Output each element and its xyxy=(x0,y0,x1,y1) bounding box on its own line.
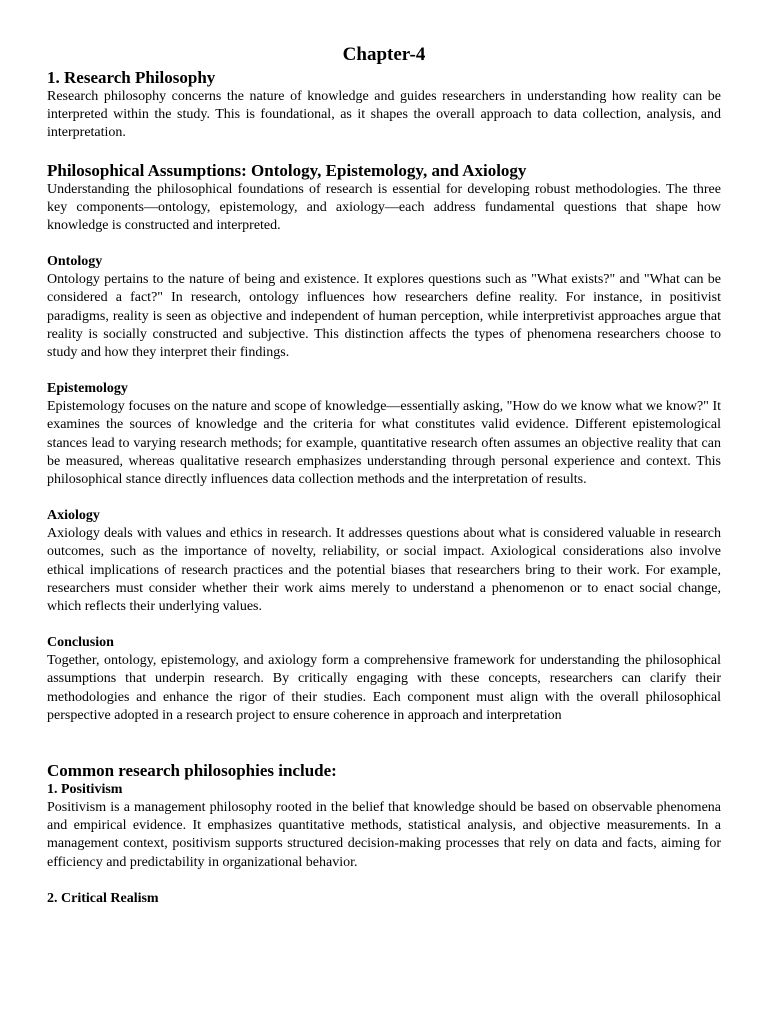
conclusion-paragraph: Together, ontology, epistemology, and axiology form a comprehensive framework for understanding the philosophical assumptions that underpin research. By critically engaging with these concepts, researchers can clarify their methodologies and enhance the rigor of their studies. Each component must align with the overall philosophical perspective adopted in a research project to ensure coherence in approach and interpretation xyxy=(47,653,721,723)
positivism-heading: 1. Positivism xyxy=(47,782,123,798)
assumptions-paragraph: Understanding the philosophical foundations of research is essential for developing robust methodologies. The three key components—ontology, epistemology, and axiology—each address fundamental questions that shape how knowledge is constructed and interpreted. xyxy=(47,181,721,234)
research-philosophy-heading: 1. Research Philosophy xyxy=(47,68,216,87)
spacer xyxy=(47,872,721,890)
axiology-paragraph: Axiology deals with values and ethics in research. It addresses questions about what is considered valuable in research outcomes, such as the importance of novelty, reliability, or social impact. Axiological considerations also involve ethical implications of research practices and the potential biases that researchers bring to their work. For example, researchers must consider whether their work aims merely to understand a phenomenon or to enact social change, which reflects their underlying values. xyxy=(47,526,721,615)
epistemology-heading: Epistemology xyxy=(47,381,128,397)
conclusion-heading: Conclusion xyxy=(47,635,114,651)
spacer xyxy=(47,489,721,507)
research-philosophy-paragraph: Research philosophy concerns the nature of knowledge and guides researchers in understanding how reality can be interpreted within the study. This is foundational, as it shapes the overall approach to data collection, analysis, and interpretation. xyxy=(47,89,721,141)
chapter-title: Chapter-4 xyxy=(342,44,426,65)
spacer xyxy=(47,143,721,161)
spacer xyxy=(47,725,721,761)
spacer xyxy=(47,362,721,380)
assumptions-heading: Philosophical Assumptions: Ontology, Epistemology, and Axiology xyxy=(47,160,527,180)
epistemology-paragraph: Epistemology focuses on the nature and scope of knowledge—essentially asking, "How do we know what we know?" It examines the sources of knowledge and the criteria for what constitutes valid evidence. Different epistemological stances lead to varying research methods; for example, quantitative research often assumes an objective reality that can be measured, whereas qualitative research emphasizes understanding through personal experience and context. This philosophical stance directly influences data collection methods and the interpretation of results. xyxy=(47,399,721,488)
axiology-heading: Axiology xyxy=(47,508,100,524)
ontology-heading: Ontology xyxy=(47,254,103,270)
spacer xyxy=(47,235,721,253)
ontology-paragraph: Ontology pertains to the nature of being and existence. It explores questions such as "What exists?" and "What can be considered a fact?" In research, ontology influences how researchers define reality. For instance, in positivist paradigms, reality is seen as objective and independent of human perception, while interpretivist approaches argue that reality is socially constructed and subjective. This distinction affects the types of phenomena researchers choose to study and how they interpret their findings. xyxy=(47,272,721,361)
common-philosophies-heading: Common research philosophies include: xyxy=(47,761,337,781)
positivism-paragraph: Positivism is a management philosophy rooted in the belief that knowledge should be based on observable phenomena and empirical evidence. It emphasizes quantitative methods, statistical analysis, and objective measurements. In a management context, positivism supports structured decision-making processes that rely on data and facts, aiming for efficiency and predictability in organizational behavior. xyxy=(47,800,721,870)
spacer xyxy=(47,616,721,634)
critical-realism-heading: 2. Critical Realism xyxy=(47,890,159,906)
